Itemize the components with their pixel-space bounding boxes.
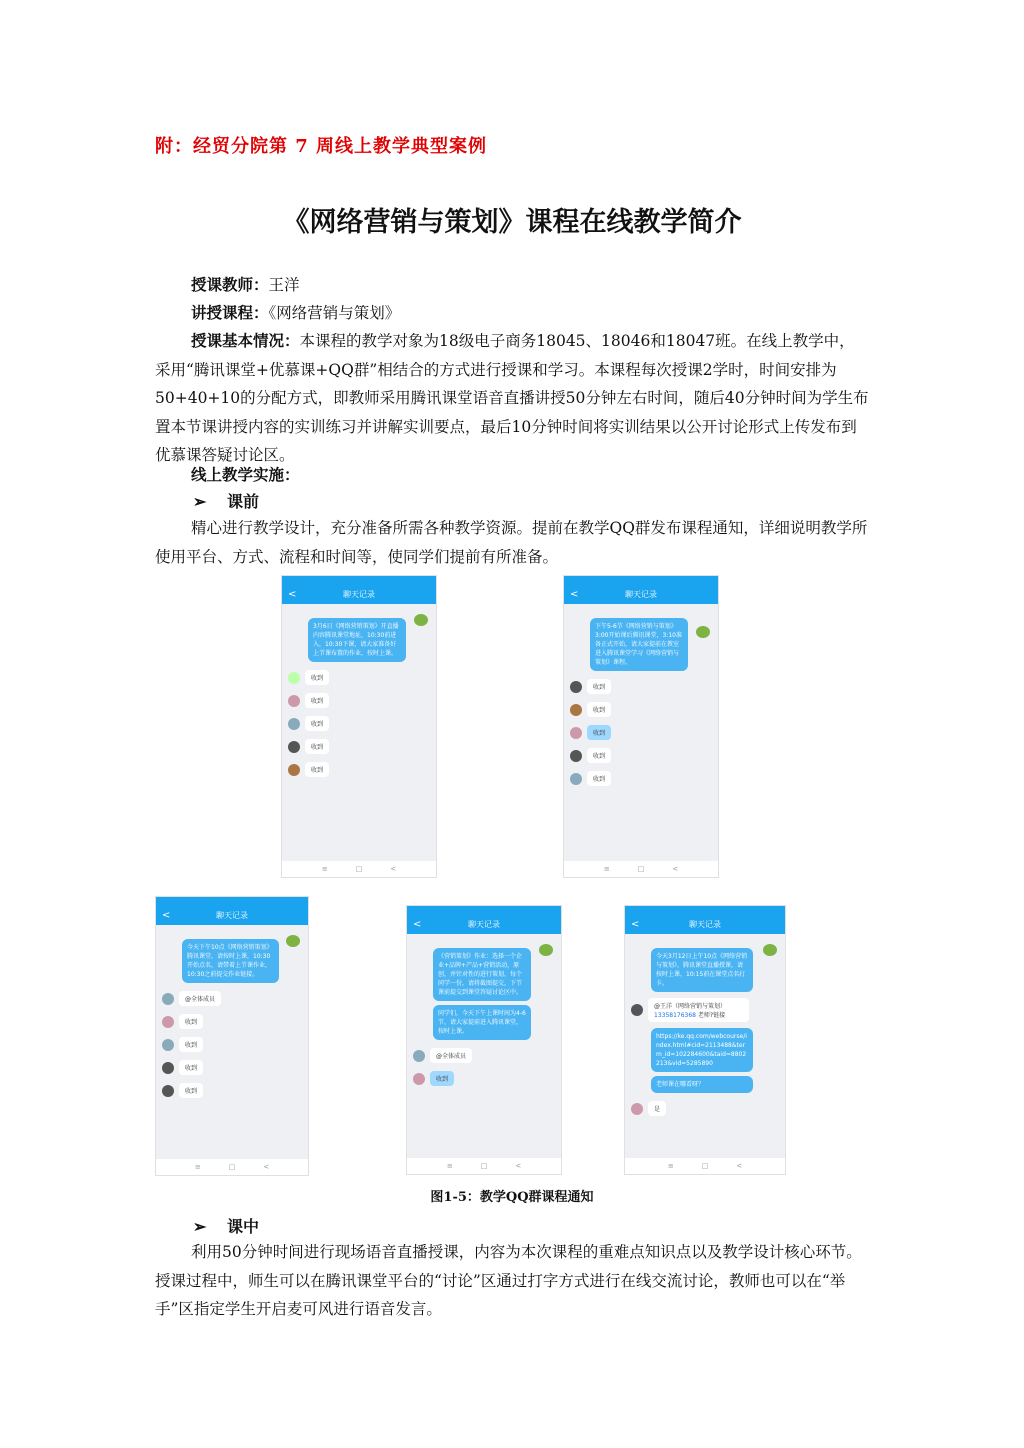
chat-title-bar: < 聊天记录 (625, 916, 785, 934)
chat-title-bar: < 聊天记录 (156, 907, 308, 925)
course-line (155, 299, 869, 328)
avatar (162, 1085, 174, 1097)
chat-reply-row: @全体成员 (162, 991, 302, 1006)
basic-info-label: 授课基本情况： (191, 331, 300, 350)
chat-reply-row: 收到 (570, 702, 712, 717)
phone-screenshot-4 (406, 905, 562, 1175)
avatar (413, 1050, 425, 1062)
chat-reply-row: 收到 (162, 1060, 302, 1075)
back-icon[interactable]: < (570, 589, 579, 600)
chat-reply-row: 收到 (288, 739, 430, 754)
chat-title-bar: < 聊天记录 (407, 916, 561, 934)
avatar (631, 1004, 643, 1016)
basic-info-paragraph (155, 327, 869, 470)
chat-title-bar: < 聊天记录 (564, 586, 718, 604)
status-bar (564, 576, 718, 586)
chat-reply-row: 收到 (162, 1083, 302, 1098)
home-icon[interactable]: □ (480, 1162, 488, 1170)
back-nav-icon[interactable]: < (390, 865, 397, 873)
avatar (288, 741, 300, 753)
chat-message: 下午5-6节《网络营销与策划》3:00开始课后腾讯课堂，3:10准备正式开始，请大家提前在教室进入腾讯课堂学习《网络营销与策划》课程。 (590, 618, 688, 671)
phone-screenshot-5 (624, 905, 786, 1175)
avatar (288, 764, 300, 776)
bullet-during (193, 1214, 259, 1237)
during-paragraph: 利用50分钟时间进行现场语音直播授课，内容为本次课程的重难点知识点以及教学设计核心环节。授课过程中，师生可以在腾讯课堂平台的“讨论”区通过打字方式进行在线交流讨论，教师也可以在“举手”区指定学生开启麦可风进行语音发言。 (155, 1243, 862, 1318)
android-nav-bar (564, 861, 718, 877)
chat-reply-row: 收到 (162, 1037, 302, 1052)
chat-message: 今天3月12日上午10点《网络营销与策划》，腾讯课堂直播授课，请按时上课，10:15前在课堂点名打卡。 (651, 948, 753, 992)
back-icon[interactable]: < (631, 919, 640, 930)
status-bar (282, 576, 436, 586)
chat-reply-row: 收到 (413, 1071, 555, 1086)
implementation-label: 线上教学实施： (191, 465, 300, 484)
chat-reply-row: 收到 (288, 670, 430, 685)
back-nav-icon[interactable]: < (736, 1162, 743, 1170)
group-avatar-icon (414, 614, 428, 626)
group-avatar-icon (286, 935, 300, 947)
menu-icon[interactable]: ≡ (321, 865, 328, 873)
chat-reply-row: 收到 (162, 1014, 302, 1029)
before-paragraph: 精心进行教学设计，充分准备所需各种教学资源。提前在教学QQ群发布课程通知，详细说明教学所使用平台、方式、流程和时间等，使同学们提前有所准备。 (155, 519, 868, 566)
teacher-value: 王洋 (268, 276, 300, 294)
teacher-line (155, 271, 869, 300)
back-nav-icon[interactable]: < (515, 1162, 522, 1170)
bullet-during-label: 课中 (227, 1217, 260, 1236)
chat-body (564, 604, 718, 861)
avatar (413, 1073, 425, 1085)
menu-icon[interactable]: ≡ (667, 1162, 674, 1170)
avatar (570, 773, 582, 785)
chat-body (625, 934, 785, 1158)
chat-message: 老师课在哪看呀？ (651, 1076, 753, 1093)
arrow-icon: ➢ (193, 492, 207, 511)
chat-message: 3月6日《网络营销策划》开直播内容腾讯课堂地址，10:30前进入，10:30下课，请大家准备好上节课布置的作业，按时上课。 (308, 618, 406, 662)
avatar (570, 750, 582, 762)
group-avatar-icon (763, 944, 777, 956)
chat-body (156, 925, 308, 1159)
chat-reply-row: 收到 (570, 725, 712, 740)
status-bar (625, 906, 785, 916)
avatar (570, 681, 582, 693)
chat-message: 《营销策划》作业：选择一个企业+品牌+产品+营销活动，原创，并针对性的进行策划，每个同学一份，请将截图提交，下节课前提交到课堂答疑讨论区中。 (433, 948, 531, 1001)
course-label: 讲授课程： (191, 303, 269, 322)
appendix-heading: 附：经贸分院第 7 周线上教学典型案例 (155, 136, 488, 157)
chat-reply-row: 收到 (288, 693, 430, 708)
chat-reply-row: 收到 (570, 748, 712, 763)
home-icon[interactable]: □ (228, 1163, 236, 1171)
status-bar (407, 906, 561, 916)
home-icon[interactable]: □ (637, 865, 645, 873)
avatar (570, 704, 582, 716)
chat-body (282, 604, 436, 861)
android-nav-bar (156, 1159, 308, 1175)
teacher-label: 授课教师： (191, 275, 269, 294)
chat-title-bar: < 聊天记录 (282, 586, 436, 604)
avatar (162, 1062, 174, 1074)
figure-caption: 图1-5：教学QQ群课程通知 (430, 1190, 594, 1205)
basic-info-text: 本课程的教学对象为18级电子商务18045、18046和18047班。在线上教学中，采用“腾讯课堂+优慕课+QQ群”相结合的方式进行授课和学习。本课程每次授课2学时，时间安排为50+40+10的分配方式，即教师采用腾讯课堂语音直播讲授50分钟左右时间，随后40分钟时间为学生布置本节课讲授内容的实训练习并讲解实训要点，最后10分钟时间将实训结果以公开讨论形式上传发布到优慕课答疑讨论区。 (155, 332, 869, 464)
phone-link[interactable]: 13358176368 (654, 1012, 696, 1019)
back-nav-icon[interactable]: < (672, 865, 679, 873)
android-nav-bar (282, 861, 436, 877)
back-nav-icon[interactable]: < (263, 1163, 270, 1171)
avatar (288, 718, 300, 730)
android-nav-bar (625, 1158, 785, 1174)
menu-icon[interactable]: ≡ (446, 1162, 453, 1170)
chat-message: @王洋（网络营销与策划） 13358176368 老师?链接 (648, 998, 749, 1022)
back-icon[interactable]: < (162, 910, 171, 921)
bullet-before (193, 489, 259, 512)
chat-reply-row: 收到 (570, 771, 712, 786)
chat-message: 今天下午10点《网络营销策划》腾讯课堂，请按时上课，10:30开始点名，请带着上节课作业，10:30之前提交作业链接。 (182, 939, 279, 983)
avatar (162, 993, 174, 1005)
status-bar (156, 897, 308, 907)
chat-message: 同学们，今天下午上课时间为4-6节，请大家提前进入腾讯课堂，按时上课。 (433, 1005, 531, 1040)
avatar (162, 1039, 174, 1051)
avatar (162, 1016, 174, 1028)
avatar (288, 695, 300, 707)
back-icon[interactable]: < (413, 919, 422, 930)
page-title: 《网络营销与策划》课程在线教学简介 (282, 207, 742, 238)
avatar (570, 727, 582, 739)
group-avatar-icon (696, 626, 710, 638)
android-nav-bar (407, 1158, 561, 1174)
group-avatar-icon (539, 944, 553, 956)
chat-reply-row (631, 998, 779, 1022)
chat-reply-row: 是 (631, 1101, 779, 1116)
home-icon[interactable]: □ (355, 865, 363, 873)
course-value: 《网络营销与策划》 (268, 304, 401, 322)
bullet-before-label: 课前 (227, 492, 260, 511)
phone-screenshot-3 (155, 896, 309, 1176)
course-link-message[interactable]: https://ke.qq.com/webcourse/index.html#cid=2113488&term_id=102284600&taid=8802213&vid=5285890 (651, 1028, 753, 1072)
chat-reply-row: @全体成员 (413, 1048, 555, 1063)
phone-screenshot-2 (563, 575, 719, 878)
home-icon[interactable]: □ (701, 1162, 709, 1170)
chat-reply-row: 收到 (570, 679, 712, 694)
avatar (288, 672, 300, 684)
avatar (631, 1103, 643, 1115)
chat-reply-row: 收到 (288, 762, 430, 777)
chat-body (407, 934, 561, 1158)
menu-icon[interactable]: ≡ (603, 865, 610, 873)
phone-screenshot-1 (281, 575, 437, 878)
menu-icon[interactable]: ≡ (194, 1163, 201, 1171)
chat-reply-row: 收到 (288, 716, 430, 731)
back-icon[interactable]: < (288, 589, 297, 600)
arrow-icon: ➢ (193, 1217, 207, 1236)
